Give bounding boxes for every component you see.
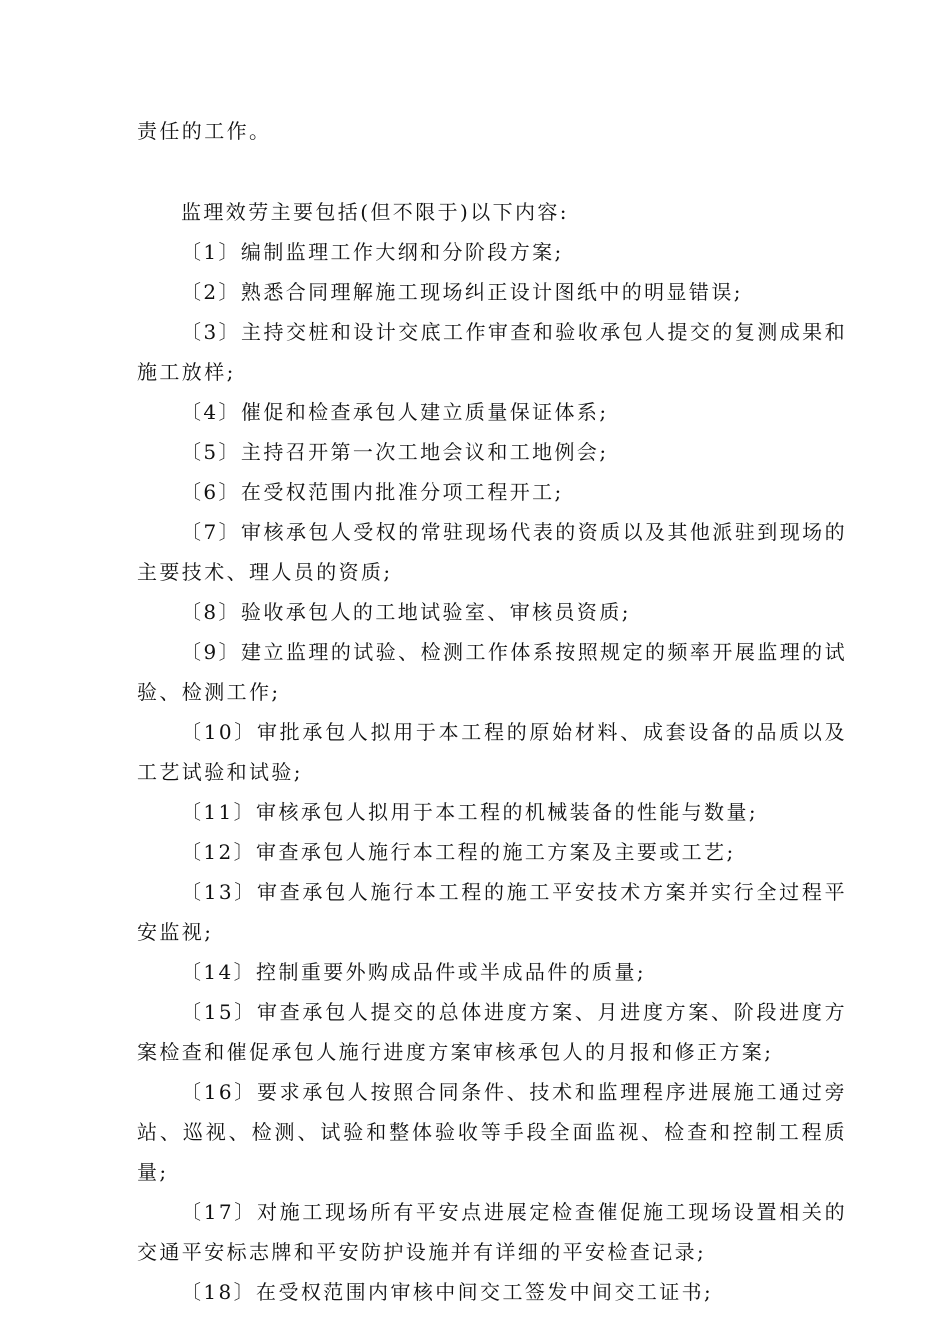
list-item-16: 〔16〕要求承包人按照合同条件、技术和监理程序进展施工通过旁站、巡视、检测、试验和整体验收等手段全面监视、检查和控制工程质量;: [137, 1080, 847, 1184]
list-item-2: 〔2〕熟悉合同理解施工现场纠正设计图纸中的明显错误;: [181, 280, 743, 304]
main-content: [137, 192, 847, 1312]
list-item-14: 〔14〕控制重要外购成品件或半成品件的质量;: [181, 960, 646, 984]
list-item-1: 〔1〕编制监理工作大纲和分阶段方案;: [181, 240, 564, 264]
list-item-8: 〔8〕验收承包人的工地试验室、审核员资质;: [181, 600, 631, 624]
list-item-9: 〔9〕建立监理的试验、检测工作体系按照规定的频率开展监理的试验、检测工作;: [137, 640, 847, 704]
list-item-12: 〔12〕审查承包人施行本工程的施工方案及主要或工艺;: [181, 840, 736, 864]
list-item-5: 〔5〕主持召开第一次工地会议和工地例会;: [181, 440, 609, 464]
list-item-11: 〔11〕审核承包人拟用于本工程的机械装备的性能与数量;: [181, 800, 758, 824]
list-item-13: 〔13〕审查承包人施行本工程的施工平安技术方案并实行全过程平安监视;: [137, 880, 847, 944]
continuation-text: 责任的工作。: [137, 119, 272, 143]
list-item-3: 〔3〕主持交桩和设计交底工作审查和验收承包人提交的复测成果和施工放样;: [137, 320, 847, 384]
continuation-block: [137, 111, 847, 151]
list-item-6: 〔6〕在受权范围内批准分项工程开工;: [181, 480, 564, 504]
list-item-15: 〔15〕审查承包人提交的总体进度方案、月进度方案、阶段进度方案检查和催促承包人施行进度方案审核承包人的月报和修正方案;: [137, 1000, 847, 1064]
list-item-17: 〔17〕对施工现场所有平安点进展定检查催促施工现场设置相关的交通平安标志牌和平安防护设施并有详细的平安检查记录;: [137, 1200, 847, 1264]
list-item-4: 〔4〕催促和检查承包人建立质量保证体系;: [181, 400, 609, 424]
list-item-10: 〔10〕审批承包人拟用于本工程的原始材料、成套设备的品质以及工艺试验和试验;: [137, 720, 847, 784]
intro-paragraph: 监理效劳主要包括(但不限于)以下内容:: [181, 200, 569, 224]
list-item-7: 〔7〕审核承包人受权的常驻现场代表的资质以及其他派驻到现场的主要技术、理人员的资质;: [137, 520, 847, 584]
list-item-18: 〔18〕在受权范围内审核中间交工签发中间交工证书;: [181, 1280, 714, 1304]
